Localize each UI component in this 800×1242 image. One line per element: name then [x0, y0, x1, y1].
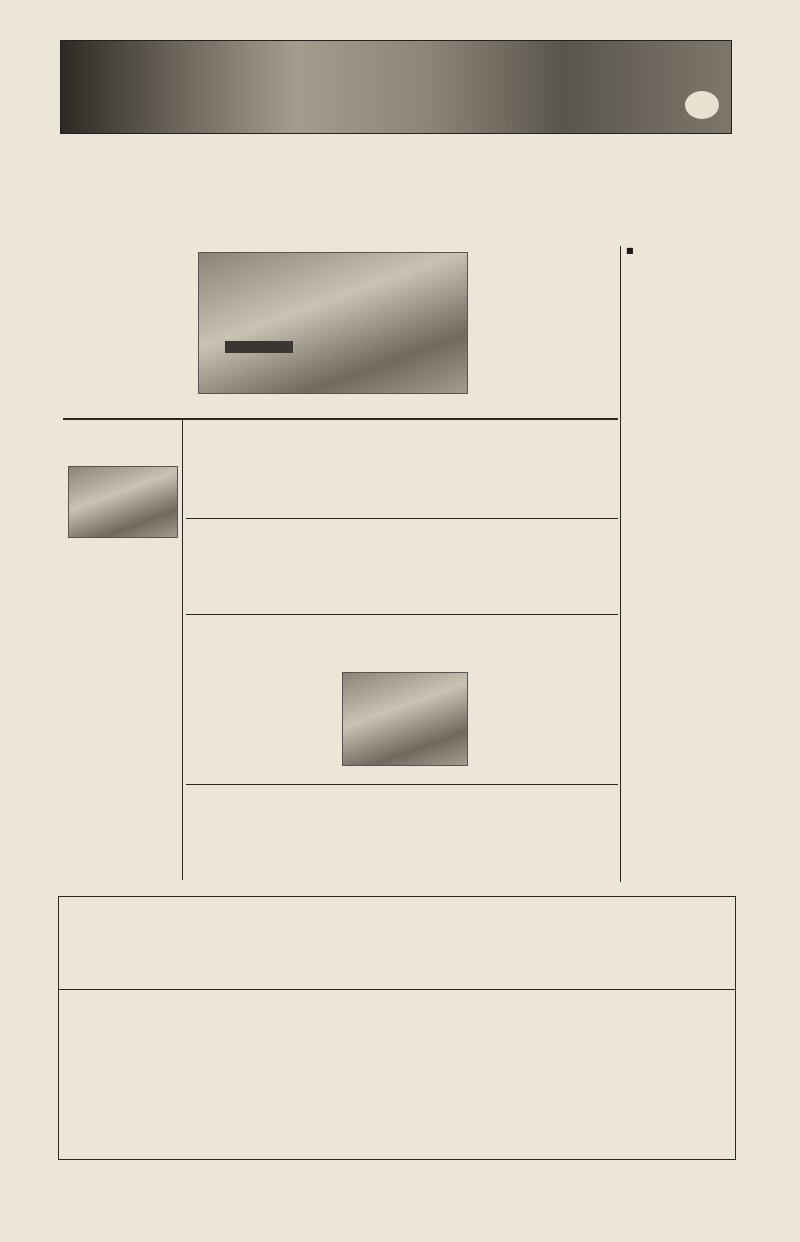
sidebar	[624, 246, 736, 882]
rail-divider	[182, 420, 183, 880]
sidebar-divider	[620, 246, 621, 882]
donation-box-label	[225, 341, 293, 353]
rail-story-3	[66, 764, 178, 868]
divider	[63, 418, 618, 420]
xiaohua-col2	[474, 666, 608, 764]
rail-story-1	[66, 546, 178, 636]
bottom-col2	[199, 995, 327, 1155]
divider	[186, 614, 618, 615]
bottom-col1	[65, 995, 193, 1155]
grain-col3	[474, 468, 608, 502]
baomu-col3	[474, 834, 608, 866]
grain-col1	[188, 468, 326, 512]
lead-body-col1	[65, 252, 193, 412]
bottom-col3	[333, 995, 461, 1155]
left-rail	[60, 422, 180, 882]
rail-photo	[68, 466, 178, 538]
fuibang-col3	[474, 566, 608, 596]
rail-story-2	[66, 648, 178, 730]
sidebar-section-label: ■	[626, 246, 634, 255]
baomu-col1	[188, 834, 328, 876]
divider	[186, 784, 618, 785]
divider	[186, 518, 618, 519]
fuibang-col1	[188, 566, 326, 610]
baomu-col2	[334, 834, 470, 876]
bottom-feature	[58, 896, 736, 1160]
xiaohua-photo	[342, 672, 468, 766]
grain-col2	[332, 468, 468, 512]
bottom-col4	[467, 995, 597, 1155]
bottom-col5	[603, 995, 731, 1155]
fuibang-col2	[332, 566, 468, 610]
page-badge	[685, 91, 719, 119]
humor-strip	[58, 1160, 734, 1190]
masthead	[60, 40, 732, 134]
divider	[59, 989, 735, 990]
xiaohua-col1	[188, 666, 338, 776]
lead-photo	[198, 252, 468, 394]
lead-body-col2	[474, 252, 608, 412]
